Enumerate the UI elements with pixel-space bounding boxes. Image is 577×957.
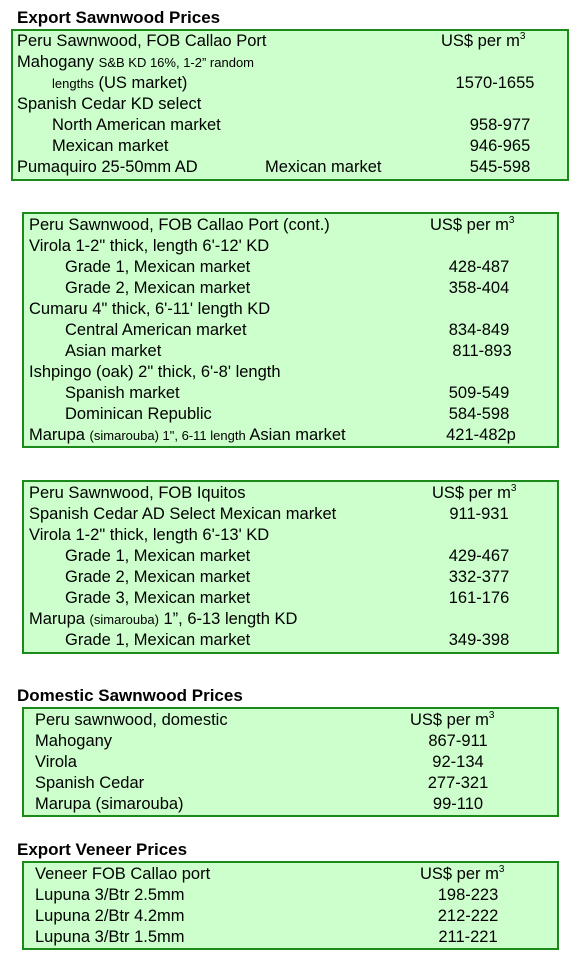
species-label: Spanish Cedar	[35, 774, 145, 792]
export-sawnwood-title: Export Sawnwood Prices	[17, 8, 221, 27]
price-value: 429-467	[448, 547, 510, 565]
price-value: 161-176	[448, 589, 510, 607]
callao-sawnwood-cont-box	[22, 212, 559, 448]
price-row	[24, 588, 557, 609]
price-value: 867-911	[428, 732, 488, 750]
species-row	[24, 362, 557, 383]
box-header: Peru sawnwood, domestic	[35, 711, 228, 729]
species-market-label: Spanish Cedar AD Select Mexican market	[29, 505, 337, 523]
species-label: Virola	[35, 753, 77, 771]
price-row	[24, 885, 557, 906]
unit-label: US$ per $m^3$	[430, 214, 515, 234]
price-row	[24, 278, 557, 299]
price-row	[13, 157, 567, 178]
box-header: Peru Sawnwood, FOB Iquitos	[29, 484, 246, 502]
price-row	[24, 731, 557, 752]
unit-superscript: 3	[508, 214, 515, 226]
species-row	[13, 52, 567, 73]
veneer-box	[22, 861, 559, 950]
species-row	[24, 299, 557, 320]
price-value: 811-893	[452, 342, 512, 360]
price-row	[24, 257, 557, 278]
species-header: Spanish Cedar KD select	[17, 95, 202, 113]
market-label: Grade 1, Mexican market	[65, 258, 251, 276]
species-name: Marupa	[29, 426, 85, 444]
price-value: 332-377	[448, 568, 510, 586]
price-row	[13, 115, 567, 136]
species-label: Pumaquiro 25-50mm AD	[17, 158, 198, 176]
price-row	[24, 383, 557, 404]
price-row	[24, 927, 557, 948]
species-row	[24, 609, 557, 630]
market-label: Central American market	[65, 321, 247, 339]
box-header-row	[24, 710, 557, 731]
price-row	[24, 794, 557, 815]
species-label: Mahogany	[35, 732, 113, 750]
price-value: 358-404	[448, 279, 510, 297]
price-value: 198-223	[437, 886, 499, 904]
box-header-row	[24, 215, 557, 236]
callao-sawnwood-box	[11, 29, 569, 181]
species-label: Marupa (simarouba)	[35, 795, 184, 813]
unit-label: US$ per $m^3$	[410, 709, 495, 729]
price-value: 958-977	[469, 116, 531, 134]
market-label: Grade 3, Mexican market	[65, 589, 251, 607]
unit-label: US$ per $m^3$	[441, 30, 526, 50]
unit-superscript: 3	[510, 482, 517, 494]
price-value: 509-549	[448, 384, 510, 402]
market-label: Spanish market	[65, 384, 180, 402]
price-value: 211-221	[438, 928, 498, 946]
market-label: (US market)	[93, 74, 188, 92]
species-spec: (simarouba)	[89, 612, 159, 627]
box-header: Veneer FOB Callao port	[35, 865, 211, 883]
price-row	[24, 906, 557, 927]
species-header: Virola 1-2" thick, length 6'-13' KD	[29, 526, 270, 544]
domestic-sawnwood-title: Domestic Sawnwood Prices	[17, 686, 243, 705]
price-value: 1570-1655	[455, 74, 535, 92]
market-label: Grade 2, Mexican market	[65, 568, 251, 586]
species-header: Virola 1-2" thick, length 6'-12' KD	[29, 237, 270, 255]
species-row	[24, 525, 557, 546]
domestic-sawnwood-box	[22, 707, 559, 817]
box-header-row	[24, 864, 557, 885]
market-label: Grade 2, Mexican market	[65, 279, 251, 297]
price-row	[24, 546, 557, 567]
price-row	[24, 752, 557, 773]
unit-superscript: 3	[488, 709, 495, 721]
price-row	[24, 630, 557, 651]
box-header: Peru Sawnwood, FOB Callao Port	[17, 32, 267, 50]
price-row	[24, 425, 557, 446]
market-label: Grade 1, Mexican market	[65, 631, 251, 649]
price-value: 584-598	[448, 405, 510, 423]
box-header: Peru Sawnwood, FOB Callao Port (cont.)	[29, 216, 330, 234]
market-label: Asian market	[249, 426, 346, 444]
box-header-row	[24, 483, 557, 504]
price-value: 421-482p	[446, 426, 516, 444]
price-value: 946-965	[469, 137, 531, 155]
iquitos-sawnwood-box	[22, 480, 559, 654]
species-header: Cumaru 4" thick, 6'-11' length KD	[29, 300, 271, 318]
lengths-label: lengths	[52, 76, 94, 91]
price-value: 92-134	[432, 753, 484, 771]
price-row	[24, 320, 557, 341]
box-header-row	[13, 31, 567, 52]
market-label: Asian market	[65, 342, 162, 360]
market-label: Mexican market	[265, 158, 382, 176]
price-value: 212-222	[437, 907, 499, 925]
species-row	[24, 236, 557, 257]
veneer-grade-label: Lupuna 2/Btr 4.2mm	[35, 907, 185, 925]
price-row	[13, 136, 567, 157]
unit-superscript: 3	[519, 30, 526, 42]
market-label: Mexican market	[52, 137, 169, 155]
species-spec: (simarouba) 1", 6-11 length	[89, 428, 246, 443]
veneer-grade-label: Lupuna 3/Btr 1.5mm	[35, 928, 185, 946]
unit-label: US$ per $m^3$	[432, 482, 517, 502]
species-row	[13, 94, 567, 115]
price-value: 277-321	[427, 774, 489, 792]
price-row	[24, 773, 557, 794]
species-name: Marupa	[29, 610, 85, 628]
price-value: 545-598	[469, 158, 531, 176]
price-row	[24, 567, 557, 588]
price-row	[24, 404, 557, 425]
price-row	[13, 73, 567, 94]
market-label: Grade 1, Mexican market	[65, 547, 251, 565]
species-name: Mahogany	[17, 53, 95, 71]
price-row	[24, 341, 557, 362]
price-value: 911-931	[449, 505, 509, 523]
veneer-grade-label: Lupuna 3/Btr 2.5mm	[35, 886, 185, 904]
price-row	[24, 504, 557, 525]
export-veneer-title: Export Veneer Prices	[17, 840, 188, 859]
species-dimensions: 1”, 6-13 length KD	[163, 610, 298, 628]
species-header: Ishpingo (oak) 2" thick, 6'-8' length	[29, 363, 281, 381]
market-label: North American market	[52, 116, 221, 134]
price-value: 349-398	[448, 631, 510, 649]
price-value: 834-849	[448, 321, 510, 339]
price-value: 428-487	[448, 258, 510, 276]
unit-superscript: 3	[498, 863, 505, 875]
unit-label: US$ per $m^3$	[420, 863, 505, 883]
species-spec: S&B KD 16%, 1-2” random	[98, 55, 255, 70]
price-value: 99-110	[432, 795, 484, 813]
market-label: Dominican Republic	[65, 405, 212, 423]
